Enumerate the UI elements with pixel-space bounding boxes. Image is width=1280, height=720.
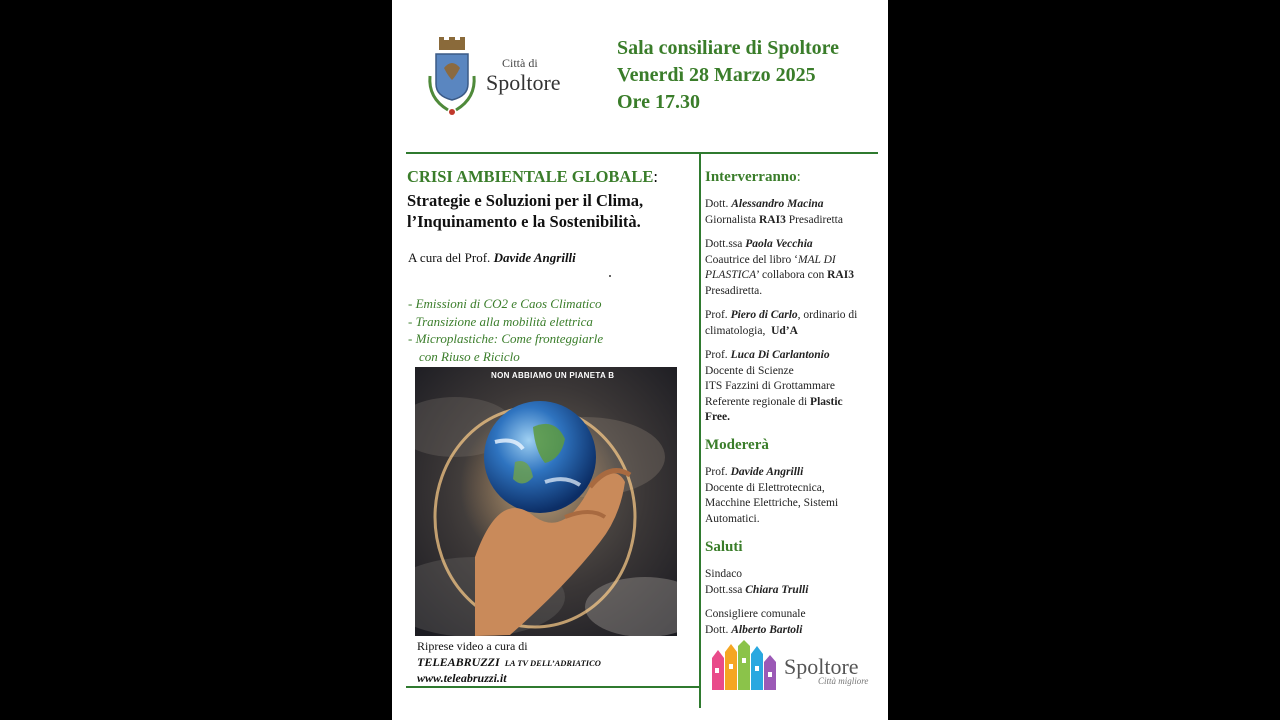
event-date: Venerdì 28 Marzo 2025 bbox=[617, 64, 816, 86]
stray-dot bbox=[609, 275, 611, 277]
crest-icon bbox=[422, 36, 482, 118]
greetings-block bbox=[705, 567, 885, 638]
title-colon: : bbox=[653, 167, 658, 186]
greeting-title: Dott.ssa bbox=[705, 583, 743, 596]
houses-logo-icon bbox=[710, 640, 782, 692]
speaker-desc: ITS Fazzini di Grottammare bbox=[705, 380, 835, 392]
speaker-org: RAI3 bbox=[827, 269, 854, 281]
greeting-role: Consigliere comunale bbox=[705, 608, 806, 620]
speaker-org: Ud’A bbox=[771, 324, 798, 337]
speaker-desc: Presadiretta. bbox=[705, 284, 763, 297]
video-brand: TELEABRUZZI bbox=[417, 655, 500, 669]
moderator-desc: Macchine Elettriche, Sistemi bbox=[705, 497, 839, 509]
event-subtitle-1: Strategie e Soluzioni per il Clima, bbox=[407, 191, 644, 210]
event-title bbox=[407, 167, 658, 187]
top-divider bbox=[406, 152, 878, 154]
speakers-heading-colon: : bbox=[796, 169, 801, 185]
greeting-name: Chiara Trulli bbox=[745, 583, 809, 596]
speaker-desc: ’ collabora con bbox=[756, 269, 825, 281]
topic-item: - Emissioni di CO2 e Caos Climatico bbox=[408, 296, 602, 311]
speaker-role: Giornalista bbox=[705, 213, 757, 226]
speakers-heading bbox=[705, 169, 801, 186]
speaker-desc: Coautrice del libro ‘ bbox=[705, 253, 798, 266]
speaker-desc: Docente di Scienze bbox=[705, 364, 794, 377]
speaker-name: Alessandro Macina bbox=[731, 198, 824, 210]
footer-logo-slogan: Città migliore bbox=[818, 676, 869, 686]
speaker-org: Free. bbox=[705, 411, 731, 423]
topic-list bbox=[408, 295, 698, 365]
city-prefix: Città di bbox=[502, 56, 538, 70]
book-title: PLASTICA bbox=[705, 269, 757, 281]
moderator-heading: Modererà bbox=[705, 437, 769, 453]
column-divider bbox=[699, 152, 701, 708]
curator-line bbox=[408, 250, 576, 266]
topic-item: - Transizione alla mobilità elettrica bbox=[408, 313, 593, 329]
speaker-3 bbox=[705, 308, 885, 339]
moderator-title: Prof. bbox=[705, 466, 728, 478]
footer-logo-name: Spoltore bbox=[784, 654, 859, 679]
speaker-1 bbox=[705, 197, 885, 228]
city-crest-logo bbox=[422, 36, 482, 118]
event-time: Ore 17.30 bbox=[617, 91, 700, 113]
speaker-title: Prof. bbox=[705, 309, 728, 321]
speaker-desc: climatologia, bbox=[705, 324, 766, 337]
event-poster bbox=[392, 0, 888, 720]
curator-name: Davide Angrilli bbox=[493, 250, 576, 265]
moderator-block bbox=[705, 465, 885, 527]
speaker-program: Presadiretta bbox=[788, 213, 843, 226]
greeting-role: Sindaco bbox=[705, 568, 743, 580]
speaker-name: Luca Di Carlantonio bbox=[730, 349, 830, 361]
video-brand-line bbox=[417, 655, 601, 670]
video-url[interactable]: www.teleabruzzi.it bbox=[417, 671, 507, 685]
image-caption: NON ABBIAMO UN PIANETA B bbox=[491, 371, 615, 380]
moderator-desc: Docente di Elettrotecnica, bbox=[705, 481, 825, 494]
curator-prefix: A cura del Prof. bbox=[408, 250, 491, 265]
speaker-desc: Referente regionale di bbox=[705, 395, 808, 408]
speaker-title: Dott.ssa bbox=[705, 238, 743, 250]
greetings-heading: Saluti bbox=[705, 539, 743, 555]
speaker-4 bbox=[705, 348, 885, 426]
event-venue: Sala consiliare di Spoltore bbox=[617, 37, 840, 59]
video-tagline: LA TV DELL’ADRIATICO bbox=[504, 658, 601, 668]
moderator-name: Davide Angrilli bbox=[730, 466, 804, 478]
speaker-name: Paola Vecchia bbox=[745, 238, 813, 250]
speaker-2 bbox=[705, 237, 885, 299]
spoltore-footer-logo bbox=[710, 640, 880, 692]
speaker-desc: , ordinario di bbox=[797, 309, 858, 321]
speaker-name: Piero di Carlo bbox=[730, 309, 798, 321]
video-credit-line: Riprese video a cura di bbox=[417, 639, 528, 653]
speaker-title: Dott. bbox=[705, 198, 729, 210]
speaker-title: Prof. bbox=[705, 349, 728, 361]
earth-hand-image bbox=[415, 367, 677, 636]
speakers-heading-text: Interverranno bbox=[705, 169, 797, 185]
topic-item: con Riuso e Riciclo bbox=[419, 348, 520, 364]
moderator-desc: Automatici. bbox=[705, 512, 760, 525]
event-subtitle-2: l’Inquinamento e la Sostenibilità. bbox=[407, 212, 641, 231]
bottom-divider bbox=[406, 686, 700, 688]
book-title: MAL DI bbox=[797, 253, 836, 266]
speaker-org: RAI3 bbox=[758, 213, 786, 226]
topic-item: - Microplastiche: Come fronteggiarle bbox=[408, 331, 604, 346]
city-name: Spoltore bbox=[486, 70, 561, 95]
greeting-title: Dott. bbox=[705, 623, 729, 636]
planet-hand-illustration bbox=[415, 367, 677, 636]
speaker-org: Plastic bbox=[810, 395, 843, 408]
title-main: CRISI AMBIENTALE GLOBALE bbox=[407, 167, 654, 186]
greeting-name: Alberto Bartoli bbox=[731, 623, 803, 636]
